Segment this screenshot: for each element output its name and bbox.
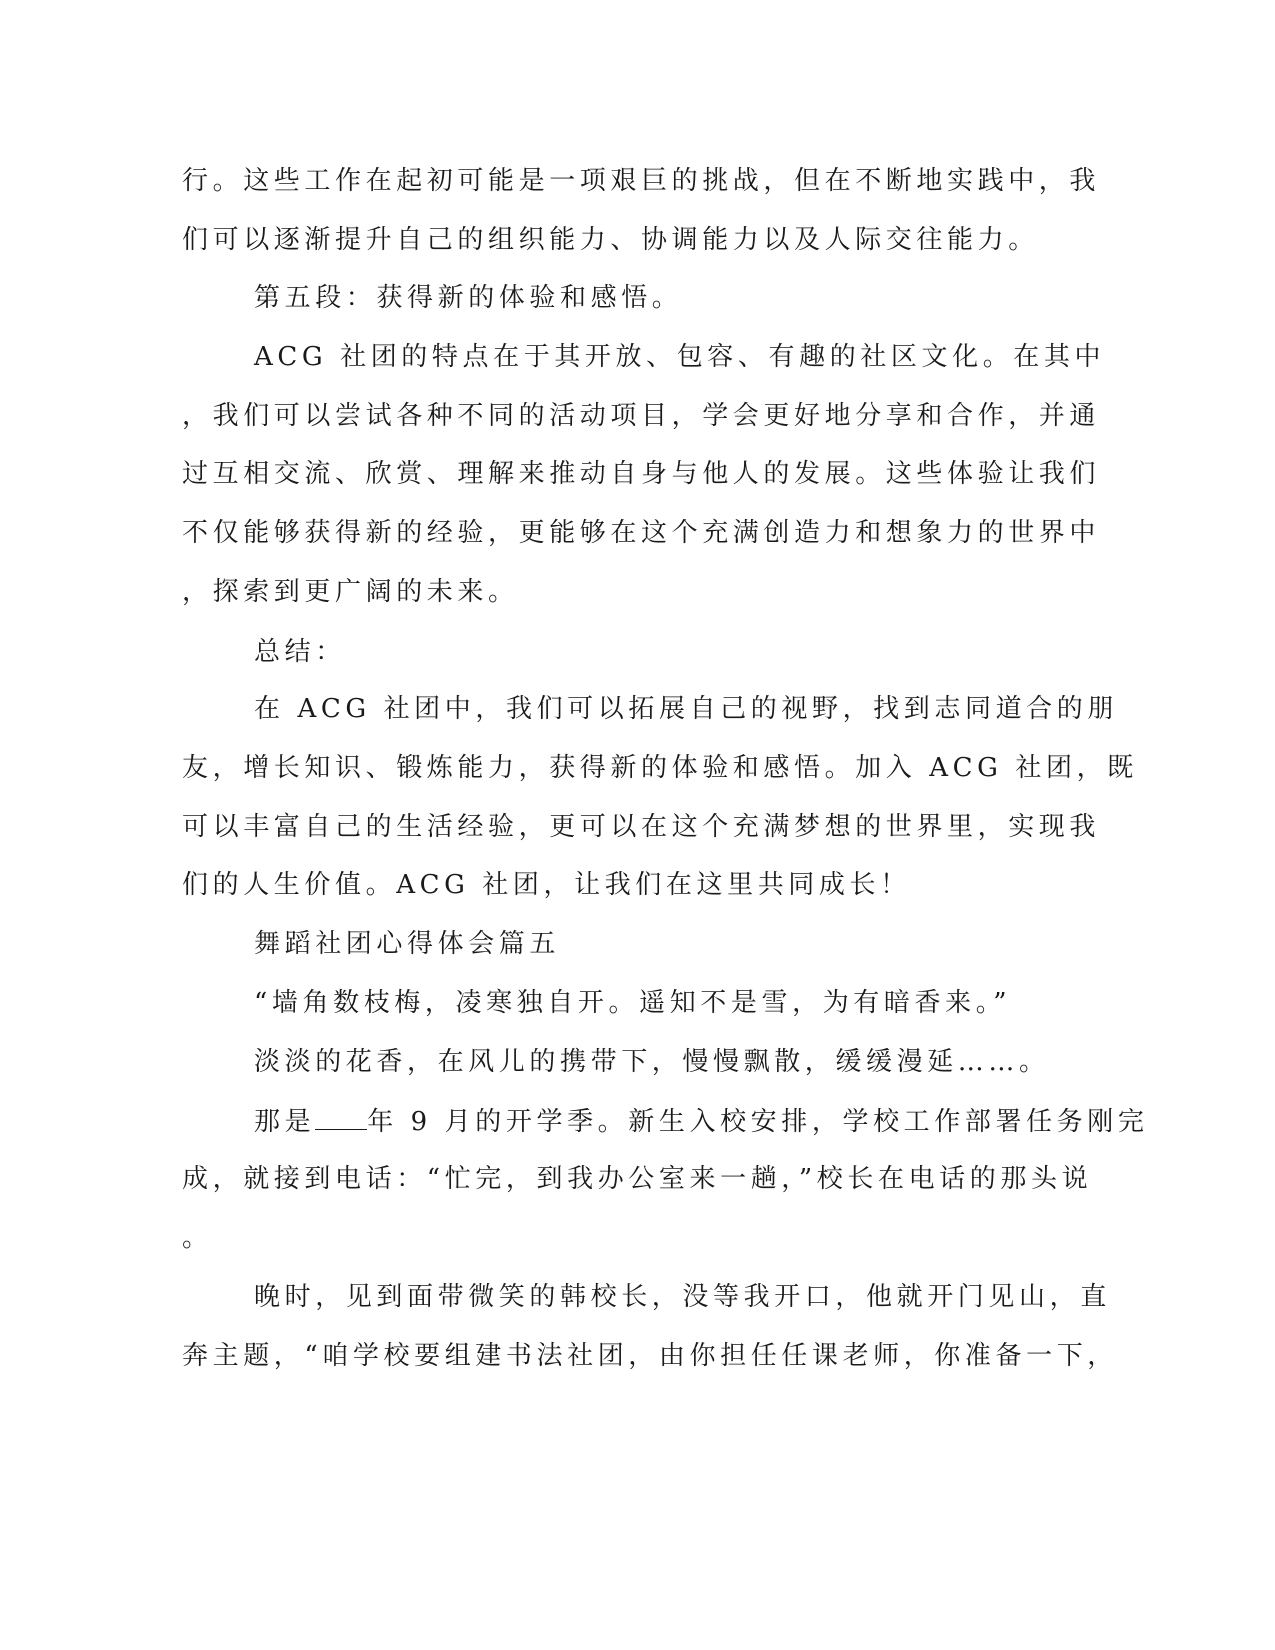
- text-line: 奔主题，“咱学校要组建书法社团，由你担任任课老师，你准备一下，: [182, 1341, 1118, 1371]
- poem-quote: “墙角数枝梅，凌寒独自开。遥知不是雪，为有暗香来。”: [254, 988, 1012, 1018]
- section-heading: 第五段：获得新的体验和感悟。: [254, 283, 683, 313]
- text-line: 淡淡的花香，在风儿的携带下，慢慢飘散，缓缓漫延……。: [254, 1047, 1050, 1077]
- text-line: 不仅能够获得新的经验，更能够在这个充满创造力和想象力的世界中: [182, 518, 1101, 548]
- text-segment: 年 9 月的开学季。新生入校安排，学校工作部署任务刚完: [367, 1107, 1149, 1137]
- section-title: 舞蹈社团心得体会篇五: [254, 929, 561, 959]
- text-line: 们可以逐渐提升自己的组织能力、协调能力以及人际交往能力。: [182, 225, 1039, 255]
- text-segment: 那是: [254, 1107, 316, 1137]
- text-line: [254, 1103, 1148, 1139]
- text-line: 。: [182, 1223, 213, 1253]
- text-line: 晚时，见到面带微笑的韩校长，没等我开口，他就开门见山，直: [254, 1282, 1111, 1312]
- text-line: 行。这些工作在起初可能是一项艰巨的挑战，但在不断地实践中，我: [182, 166, 1101, 196]
- text-line: ACG 社团的特点在于其开放、包容、有趣的社区文化。在其中: [254, 342, 1106, 372]
- text-line: 成，就接到电话：“忙完，到我办公室来一趟，”校长在电话的那头说: [182, 1164, 1093, 1194]
- text-line: 们的人生价值。ACG 社团，让我们在这里共同成长！: [182, 870, 911, 900]
- text-line: ，我们可以尝试各种不同的活动项目，学会更好地分享和合作，并通: [182, 401, 1101, 431]
- text-line: 可以丰富自己的生活经验，更可以在这个充满梦想的世界里，实现我: [182, 812, 1101, 842]
- section-heading: 总结：: [254, 637, 346, 667]
- text-line: ，探索到更广阔的未来。: [182, 577, 519, 607]
- text-line: 在 ACG 社团中，我们可以拓展自己的视野，找到志同道合的朋: [254, 694, 1118, 724]
- fill-blank: [315, 1103, 367, 1130]
- text-line: 过互相交流、欣赏、理解来推动自身与他人的发展。这些体验让我们: [182, 459, 1101, 489]
- text-line: 友，增长知识、锻炼能力，获得新的体验和感悟。加入 ACG 社团，既: [182, 753, 1138, 783]
